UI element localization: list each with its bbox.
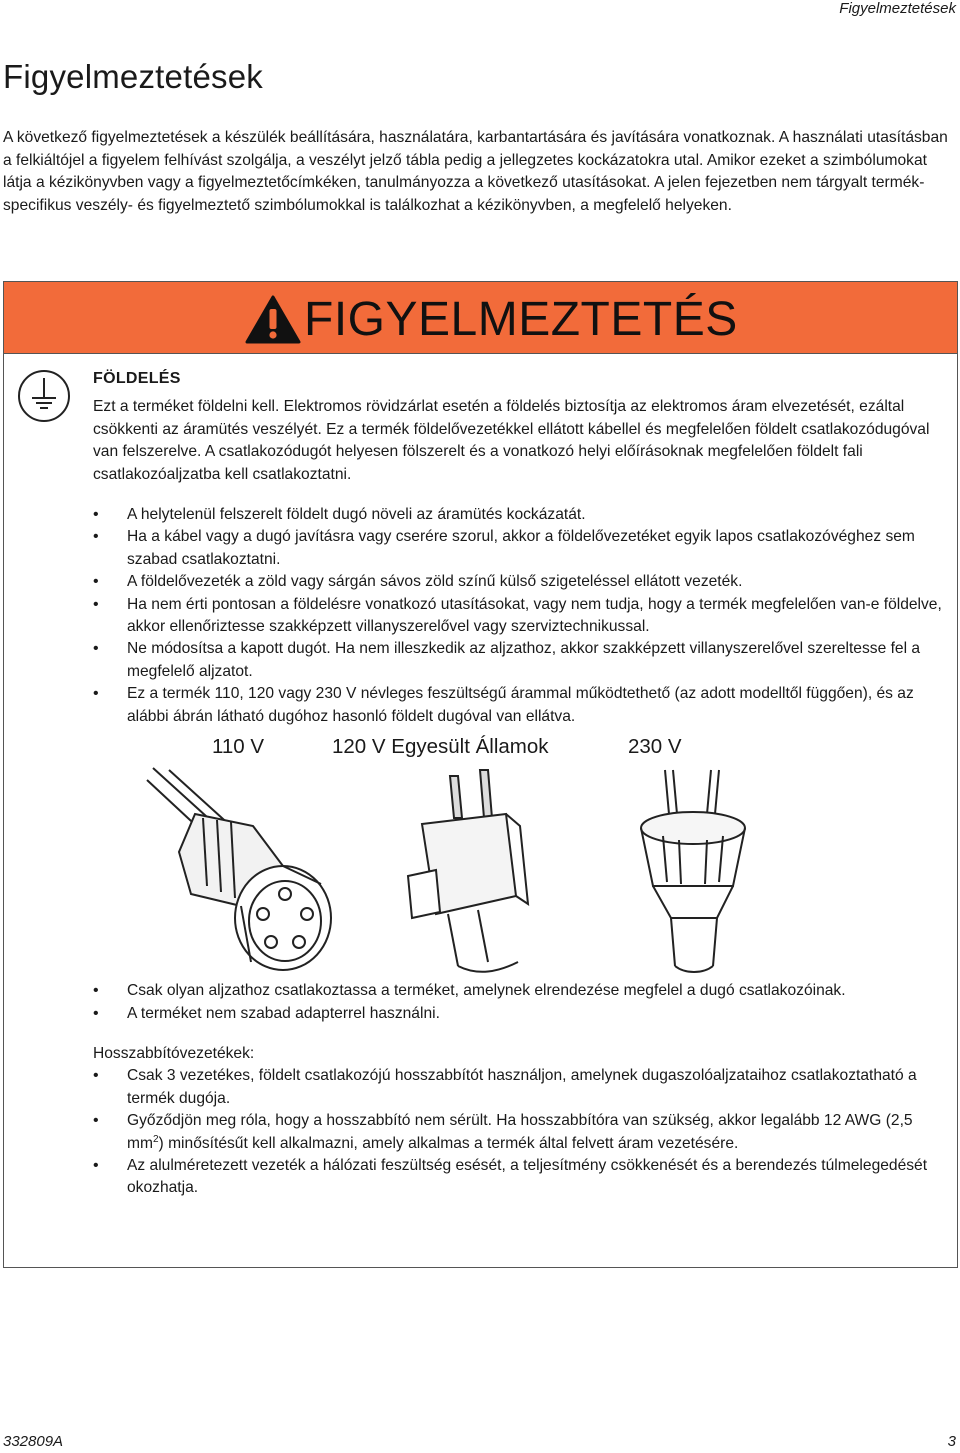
plug-110v-icon [133, 766, 333, 976]
list-item-text: Győződjön meg róla, hogy a hosszabbító nem sérült. Ha hosszabbítóra van szükség, akkor legalább 12 AWG (2,5 mm [127, 1112, 913, 1152]
warning-banner [4, 282, 957, 354]
list-item: • Ha nem érti pontosan a földelésre vonatkozó utasításokat, vagy nem tudja, hogy a termék megfelelően van-e földelve, akkor ellenőriztesse szakképzett villanyszerelővel vagy szerviztechnikussal. [93, 594, 953, 639]
warning-box [3, 281, 958, 1268]
warning-triangle-icon [245, 295, 301, 345]
extension-bullet-list [93, 1065, 953, 1199]
list-item: • Csak olyan aljzathoz csatlakoztassa a terméket, amelynek elrendezése megfelel a dugó csatlakozóinak. [93, 980, 953, 1002]
grounding-bullet-list [93, 504, 953, 728]
ground-symbol-icon [16, 368, 72, 424]
running-header: Figyelmeztetések [839, 0, 956, 17]
list-item: • Ez a termék 110, 120 vagy 230 V névleges feszültségű árammal működtethető (az adott modelltől függően), és az alábbi ábrán látható dugóhoz hasonló földelt dugóval van ellátva. [93, 683, 953, 728]
list-item: • A helytelenül felszerelt földelt dugó növeli az áramütés kockázatát. [93, 504, 953, 526]
plug-label-230v: 230 V [628, 735, 682, 759]
list-item-text: ) minősítésűt kell alkalmazni, amely alkalmas a termék által felvett áram vezetésére. [158, 1134, 739, 1152]
warning-content [93, 368, 953, 1200]
plug-230v-icon [623, 766, 773, 976]
plug-label-120v: 120 V Egyesült Államok [332, 735, 549, 759]
plug-120v-icon [388, 766, 548, 976]
superscript: 2 [152, 1133, 159, 1145]
list-item [93, 1110, 953, 1155]
warning-banner-title: FIGYELMEZTETÉS [304, 293, 738, 346]
section-title: FÖLDELÉS [93, 370, 181, 387]
outlet-bullet-list [93, 980, 953, 1025]
grounding-paragraph: Ezt a terméket földelni kell. Elektromos rövidzárlat esetén a földelés biztosítja az elektromos áram elvezetését, ezáltal csökkenti az áramütés veszélyét. Ez a termék földelővezetékkel ellátott kábellel és megfelelően földelt csatlakozódugóval van felszerelve. A csatlakozódugót helyesen fölszerelt és a vonatkozó helyi előírásoknak megfelelően földelt fali csatlakozóaljzatba kell csatlakoztatni. [93, 398, 930, 483]
page-number: 3 [947, 1433, 956, 1450]
list-item: • Ne módosítsa a kapott dugót. Ha nem illeszkedik az aljzathoz, akkor szakképzett villanyszerelővel szereltesse fel a megfelelő aljzatot. [93, 638, 953, 683]
list-item: • A földelővezeték a zöld vagy sárgán sávos zöld színű külső szigeteléssel ellátott vezeték. [93, 571, 953, 593]
plug-figure [93, 736, 953, 980]
page-title: Figyelmeztetések [3, 58, 263, 95]
list-item: • Csak 3 vezetékes, földelt csatlakozójú hosszabbítót használjon, amelynek dugaszolóaljzataihoz csatlakoztatható a termék dugója. [93, 1065, 953, 1110]
list-item: • Az alulméretezett vezeték a hálózati feszültség esését, a teljesítmény csökkenését és a berendezés túlmelegedését okozhatja. [93, 1155, 953, 1200]
list-item: • Ha a kábel vagy a dugó javításra vagy cserére szorul, akkor a földelővezetéket egyik lapos csatlakozóvéghez sem szabad csatlakoztatni. [93, 526, 953, 571]
document-number: 332809A [3, 1433, 64, 1450]
list-item: • A terméket nem szabad adapterrel használni. [93, 1003, 953, 1025]
plug-label-110v: 110 V [212, 735, 265, 759]
extension-cord-label: Hosszabbítóvezetékek: [93, 1044, 255, 1062]
intro-paragraph: A következő figyelmeztetések a készülék beállítására, használatára, karbantartására és javítására vonatkoznak. A használati utasításban a felkiáltójel a figyelem felhívást szolgálja, a veszélyt jelző tábla pedig a jellegzetes kockázatokra utal. Amikor ezeket a szimbólumokat látja a kézikönyvben vagy a figyelmeztetőcímkéken, tanulmányozza a következő utasításokat. A jelen fejezetben nem tárgyalt termék-specifikus veszély- és figyelmeztető szimbólumokkal is találkozhat a kézikönyvben, a megfelelő helyeken. [3, 129, 948, 215]
